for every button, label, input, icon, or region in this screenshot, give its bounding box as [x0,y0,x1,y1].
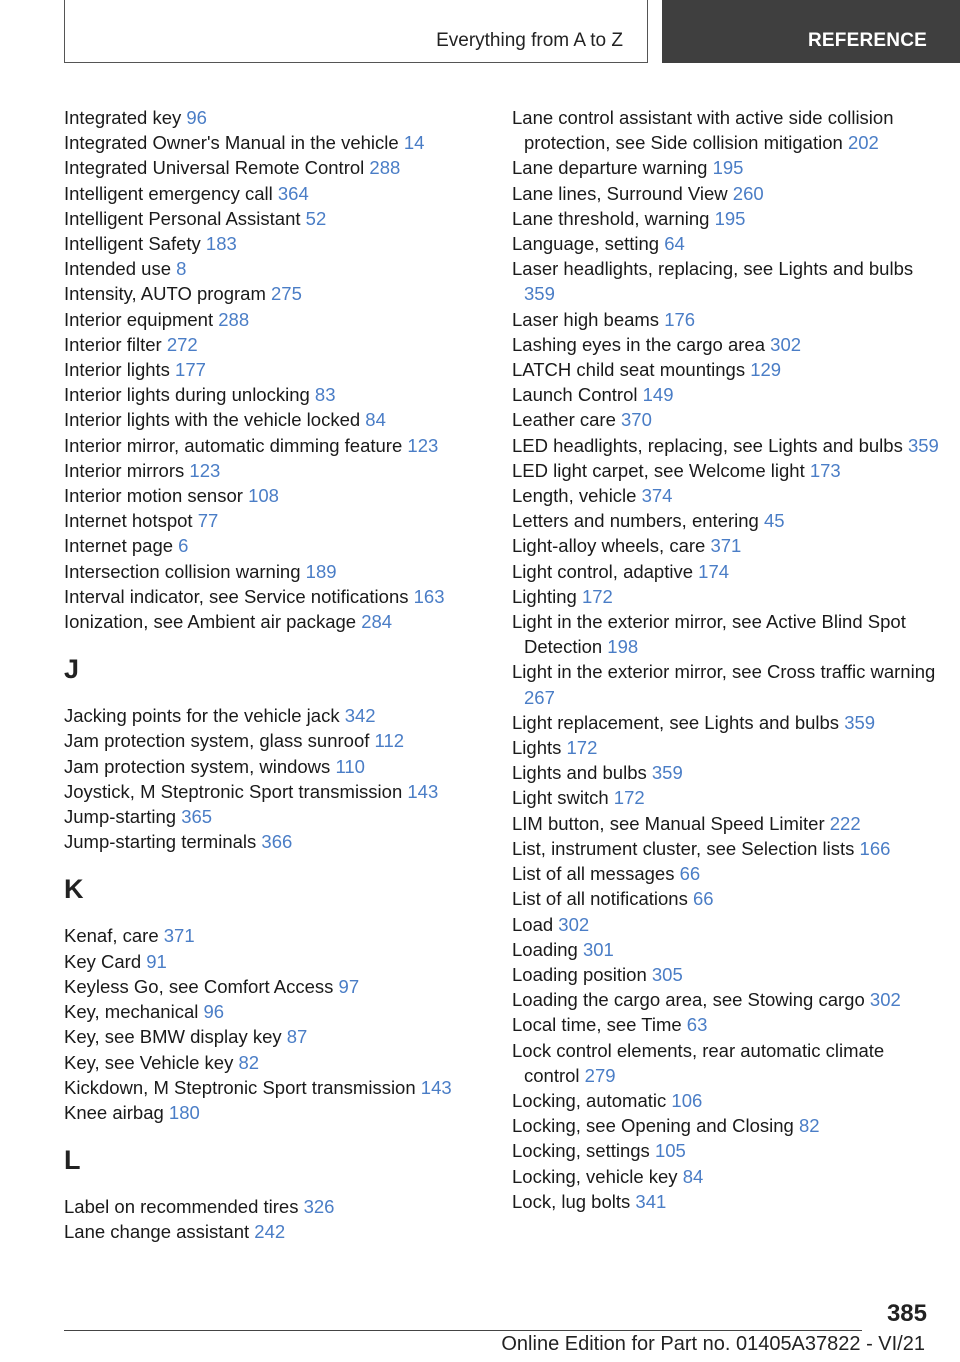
index-page-link[interactable]: 163 [413,585,445,607]
index-entry-text: Interior lights [64,359,170,381]
index-letter-heading: K [64,874,84,905]
index-page-link[interactable]: 172 [613,787,645,809]
index-entry [512,962,942,987]
index-page-link[interactable]: 195 [714,207,746,229]
index-entry [512,483,942,508]
index-entry [64,728,494,753]
index-entry-text: Length, vehicle [512,485,637,507]
index-entry [512,1189,942,1214]
index-page-link[interactable]: 82 [798,1115,820,1137]
index-entry-text: List, instrument cluster, see Selection lists [512,837,855,859]
index-entry [512,886,942,911]
index-page-link[interactable]: 123 [189,459,221,481]
index-entry [64,357,494,382]
index-page-link[interactable]: 342 [344,705,376,727]
index-entry-text: Light-alloy wheels, care [512,535,706,557]
index-entry [64,754,494,779]
index-entry [64,231,494,256]
index-page-link[interactable]: 202 [847,132,879,154]
index-page-link[interactable]: 279 [584,1064,616,1086]
index-entry [64,407,494,432]
header-section-title: Everything from A to Z [436,30,623,51]
index-entry [64,105,494,130]
index-page-link[interactable]: 302 [869,989,901,1011]
index-page-link[interactable]: 370 [621,409,652,431]
index-entry [512,307,942,332]
index-entry-text: Key Card [64,950,142,972]
index-entry-text: Lights [512,737,562,759]
index-page-link[interactable]: 8 [176,258,187,280]
index-page-link[interactable]: 371 [710,535,742,557]
index-entry [512,231,942,256]
index-entry [64,1024,494,1049]
index-entry-text: Light control, adaptive [512,560,694,582]
index-entry-text: Key, see BMW display key [64,1026,282,1048]
index-page-link[interactable]: 301 [582,938,614,960]
index-entry-text: Loading position [512,963,647,985]
index-entry-text: Light in the exterior mirror, see Active Blind Spot Detection [512,611,906,658]
index-entry-text: Lights and bulbs [512,762,647,784]
index-entry-text: Ionization, see Ambient air package [64,611,357,633]
index-entry [64,433,494,458]
index-page-link[interactable]: 177 [175,359,206,381]
index-entry [64,829,494,854]
index-page-link[interactable]: 366 [261,831,293,853]
index-entry [64,181,494,206]
index-page-link[interactable]: 180 [168,1101,200,1123]
index-entry [512,458,942,483]
index-entry-text: Jacking points for the vehicle jack [64,705,340,727]
index-entry [512,937,942,962]
index-page-link[interactable]: 326 [303,1196,335,1218]
index-entry [512,735,942,760]
index-entry [64,332,494,357]
index-page-link[interactable]: 96 [186,107,207,128]
index-page-link[interactable]: 87 [286,1026,308,1048]
index-entry [64,949,494,974]
index-entry-text: Locking, vehicle key [512,1165,678,1187]
index-page-link[interactable]: 302 [770,333,802,355]
index-entry [512,382,942,407]
index-entry [64,1219,494,1244]
index-page-link[interactable]: 91 [146,950,167,972]
index-entry [64,206,494,231]
index-entry-text: Key, mechanical [64,1001,199,1023]
index-page-link[interactable]: 143 [407,780,439,802]
index-entry [512,1164,942,1189]
header-section-box [64,0,648,63]
index-entry-text: Interior mirrors [64,459,185,481]
index-entry [64,281,494,306]
index-page-link[interactable]: 66 [692,888,714,910]
index-page-link[interactable]: 174 [698,560,730,582]
index-page-link[interactable]: 143 [420,1076,452,1098]
index-entry-text: Launch Control [512,384,638,406]
header-reference-tab [662,0,960,63]
index-entry-text: Letters and numbers, entering [512,510,759,532]
index-entry-text: Lane departure warning [512,157,708,179]
index-entry [64,1100,494,1125]
index-entry [64,533,494,558]
index-entry [64,974,494,999]
index-entry-text: Lane change assistant [64,1221,250,1243]
index-entry-text: Light switch [512,787,609,809]
index-entry-text: Intensity, AUTO program [64,283,266,305]
index-entry [64,508,494,533]
index-page-link[interactable]: 84 [682,1165,704,1187]
index-page-link[interactable]: 129 [750,359,782,381]
index-entry-text: Laser headlights, replacing, see Lights and bulbs [512,258,914,280]
index-entry [64,703,494,728]
index-page-link[interactable]: 64 [664,233,685,255]
index-entry [64,382,494,407]
index-entry [512,433,942,458]
index-entry-text: Interior lights with the vehicle locked [64,409,361,431]
index-entry-text: Locking, settings [512,1140,650,1162]
index-entry [64,779,494,804]
index-entry [512,155,942,180]
index-entry-text: Locking, see Opening and Closing [512,1115,794,1137]
index-entry-text: Light replacement, see Lights and bulbs [512,711,840,733]
index-entry-text: Jam protection system, windows [64,755,331,777]
index-entry-text: Keyless Go, see Comfort Access [64,975,334,997]
index-entry-text: LED light carpet, see Welcome light [512,459,805,481]
index-page-link[interactable]: 176 [664,308,696,330]
index-entry [512,811,942,836]
index-entry [512,1038,942,1088]
index-page-link[interactable]: 52 [305,207,327,229]
index-entry-text: Interior lights during unlocking [64,384,310,406]
index-entry-text: Laser high beams [512,308,660,330]
index-entry [64,155,494,180]
index-entry [64,307,494,332]
index-entry-text: LATCH child seat mountings [512,359,746,381]
index-entry-text: Kenaf, care [64,925,159,947]
index-page-link[interactable]: 83 [314,384,336,406]
index-page-link[interactable]: 272 [166,333,198,355]
index-entry-text: Jump-starting terminals [64,831,257,853]
index-letter-heading: L [64,1145,81,1176]
index-entry-text: Local time, see Time [512,1014,682,1036]
index-page-link[interactable]: 172 [566,737,598,759]
index-page-link[interactable]: 371 [163,925,195,947]
index-entry-text: Lane control assistant with active side collision protection, see Side collision mitigation [512,107,894,154]
index-entry-text: Locking, automatic [512,1089,667,1111]
index-entry [512,912,942,937]
index-entry-text: Internet hotspot [64,510,193,532]
index-page-link[interactable]: 195 [712,157,744,179]
index-page-link[interactable]: 149 [642,384,674,406]
index-entry [64,483,494,508]
index-entry [64,804,494,829]
index-entry-text: Intended use [64,258,171,280]
index-page-link[interactable]: 222 [829,812,861,834]
index-entry [512,987,942,1012]
index-page-link[interactable]: 183 [205,233,237,255]
index-page-link[interactable]: 63 [686,1014,708,1036]
index-entry-text: Lock control elements, rear automatic climate control [512,1039,885,1086]
index-entry-text: Load [512,913,554,935]
index-entry-text: Intelligent Personal Assistant [64,207,301,229]
index-page-link[interactable]: 359 [524,283,555,305]
index-entry [64,923,494,948]
index-entry-text: Integrated Universal Remote Control [64,157,365,179]
index-entry [64,1075,494,1100]
index-page-link[interactable]: 96 [203,1001,225,1023]
index-page-link[interactable]: 359 [651,762,683,784]
index-entry-text: Internet page [64,535,174,557]
index-entry-text: Interval indicator, see Service notifications [64,585,409,607]
index-page-link[interactable]: 267 [524,686,555,708]
index-entry [512,760,942,785]
index-entry [64,559,494,584]
index-page-link[interactable]: 14 [403,132,425,154]
index-page-link[interactable]: 275 [271,283,302,305]
index-entry [64,584,494,609]
index-entry-text: Interior motion sensor [64,485,243,507]
index-page-link[interactable]: 97 [338,975,360,997]
index-page-link[interactable]: 172 [581,585,613,607]
index-entry [512,508,942,533]
index-page-link[interactable]: 105 [654,1140,686,1162]
index-entry [512,332,942,357]
index-page-link[interactable]: 173 [809,459,841,481]
index-entry [64,609,494,634]
index-page-link[interactable]: 6 [178,535,189,557]
index-entry-text: Lane lines, Surround View [512,182,728,204]
header-reference-label: REFERENCE [808,30,927,51]
index-page-link[interactable]: 359 [844,711,876,733]
index-page-link[interactable]: 260 [732,182,764,204]
index-page-link[interactable]: 288 [369,157,401,179]
index-entry-text: LIM button, see Manual Speed Limiter [512,812,825,834]
index-entry-text: Joystick, M Steptronic Sport transmission [64,780,403,802]
footer-edition: Online Edition for Part no. 01405A37822 - VI/21 [501,1333,925,1355]
index-entry [64,256,494,281]
index-entry [512,710,942,735]
index-entry-text: Jam protection system, glass sunroof [64,730,370,752]
index-entry [64,458,494,483]
index-entry [512,1113,942,1138]
index-entry-text: Lock, lug bolts [512,1190,631,1212]
index-entry [64,1050,494,1075]
index-page-link[interactable]: 108 [248,485,279,507]
index-entry [512,1012,942,1037]
index-page-link[interactable]: 84 [365,409,386,431]
index-entry [512,1138,942,1163]
index-entry [512,659,942,709]
index-entry [512,559,942,584]
index-page-link[interactable]: 66 [679,863,701,885]
index-entry [512,206,942,231]
index-entry-text: Integrated Owner's Manual in the vehicle [64,132,399,154]
index-entry-text: Lane threshold, warning [512,207,710,229]
page-number: 385 [886,1300,927,1327]
index-page-link[interactable]: 106 [671,1089,703,1111]
index-entry-text: Light in the exterior mirror, see Cross traffic warning [512,661,936,683]
index-page-link[interactable]: 166 [859,837,891,859]
index-page-link[interactable]: 45 [763,510,785,532]
index-entry [512,181,942,206]
index-page-link[interactable]: 288 [218,308,250,330]
index-entry-text: Knee airbag [64,1101,164,1123]
index-entry [64,999,494,1024]
index-entry [512,861,942,886]
index-entry-text: Loading the cargo area, see Stowing cargo [512,989,865,1011]
index-entry [64,130,494,155]
index-entry [512,785,942,810]
footer-rule [64,1330,862,1331]
index-letter-heading: J [64,654,80,685]
index-entry-text: Interior equipment [64,308,214,330]
index-page-link[interactable]: 112 [374,730,405,752]
index-entry-text: Interior mirror, automatic dimming feature [64,434,403,456]
index-entry-text: Intelligent emergency call [64,182,273,204]
index-entry-text: List of all notifications [512,888,688,910]
index-page-link[interactable]: 189 [305,560,337,582]
index-entry-text: Leather care [512,409,616,431]
index-entry [512,609,942,659]
index-entry [64,1194,494,1219]
index-page-link[interactable]: 77 [197,510,219,532]
index-page-link[interactable]: 364 [277,182,309,204]
index-entry-text: Language, setting [512,233,660,255]
index-entry-text: Interior filter [64,333,162,355]
index-page-link[interactable]: 359 [907,434,939,456]
index-entry [512,1088,942,1113]
index-entry [512,357,942,382]
index-entry-text: List of all messages [512,863,675,885]
index-page-link[interactable]: 302 [558,913,590,935]
index-entry [512,407,942,432]
index-entry-text: Label on recommended tires [64,1196,299,1218]
index-column-left [64,105,494,1245]
index-page-link[interactable]: 284 [361,611,393,633]
index-column-right [512,105,942,1214]
index-page-link[interactable]: 82 [238,1051,260,1073]
index-page-link[interactable]: 198 [607,636,639,658]
index-entry-text: Key, see Vehicle key [64,1051,234,1073]
index-entry-text: Loading [512,938,578,960]
index-entry-text: Kickdown, M Steptronic Sport transmission [64,1076,416,1098]
index-entry [512,836,942,861]
index-entry-text: Intersection collision warning [64,560,301,582]
index-entry-text: Integrated key [64,107,182,128]
index-page-link[interactable]: 365 [181,806,213,828]
index-entry [512,584,942,609]
index-entry [512,105,942,155]
index-entry [512,256,942,306]
index-entry-text: Lashing eyes in the cargo area [512,333,766,355]
index-page-link[interactable]: 123 [407,434,439,456]
index-page-link[interactable]: 242 [254,1221,286,1243]
index-entry-text: Lighting [512,585,577,607]
index-entry-text: LED headlights, replacing, see Lights and bulbs [512,434,903,456]
index-page-link[interactable]: 110 [335,755,365,777]
index-page-link[interactable]: 305 [651,963,683,985]
index-entry-text: Intelligent Safety [64,233,201,255]
index-entry-text: Jump-starting [64,806,177,828]
index-page-link[interactable]: 374 [641,485,673,507]
index-entry [512,533,942,558]
index-page-link[interactable]: 341 [635,1190,667,1212]
